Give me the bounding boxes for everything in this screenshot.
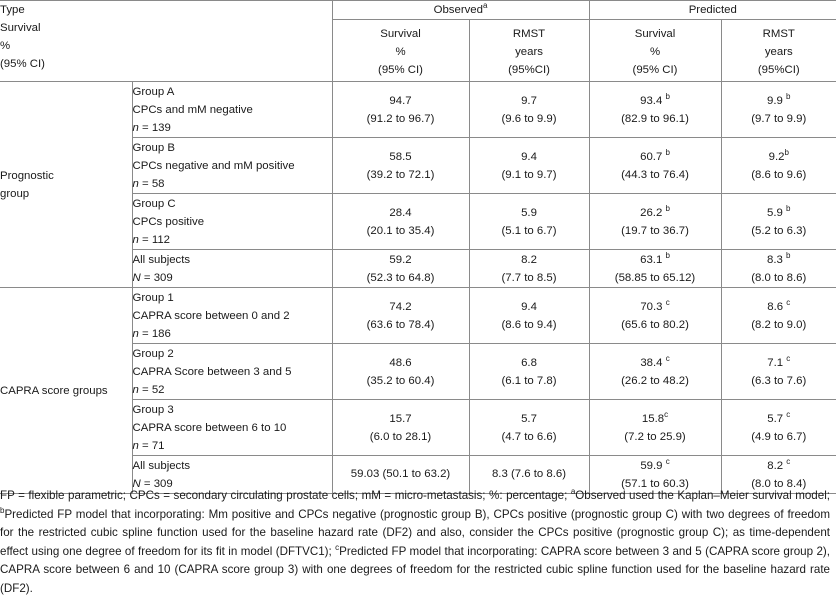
ci: (57.1 to 60.3) (621, 478, 689, 490)
group-n (133, 269, 332, 287)
pred-rmst-cell (721, 250, 836, 288)
ci: (9.7 to 9.9) (751, 113, 807, 125)
ci: (63.6 to 78.4) (366, 319, 435, 331)
n-label: n (132, 328, 139, 340)
value: 60.7 (640, 151, 663, 163)
sup-mark: c (786, 410, 791, 420)
header-col-obs-rmst (469, 20, 589, 82)
ci: (5.2 to 6.3) (751, 225, 807, 237)
obs-rmst-cell (469, 194, 589, 250)
ci: (26.2 to 48.2) (621, 375, 689, 387)
group-desc: CAPRA Score between 3 and 5 (132, 366, 292, 378)
header-observed-label: Observed (433, 4, 483, 16)
hdr-obs-s-l1: Survival (380, 28, 421, 40)
value: 58.5 (389, 151, 412, 163)
footnote-a-mark: a (570, 487, 576, 497)
value-inline: 59.03 (50.1 to 63.2) (350, 468, 451, 480)
group-desc: CPCs positive (132, 216, 205, 228)
sup-mark: b (665, 204, 670, 214)
obs-survival-cell (332, 344, 469, 400)
value: 5.7 (521, 413, 537, 425)
value: 9.7 (521, 95, 537, 107)
section-label-line1: Prognostic (0, 169, 54, 182)
n-value: = 71 (138, 440, 165, 452)
value: 70.3 (640, 301, 663, 313)
ci: (39.2 to 72.1) (366, 169, 435, 181)
ci: (4.7 to 6.6) (501, 431, 557, 443)
group-cell (132, 138, 332, 194)
pred-survival-cell (589, 250, 721, 288)
ci: (82.9 to 96.1) (621, 113, 689, 125)
value: 6.8 (521, 357, 537, 369)
obs-rmst-cell (469, 138, 589, 194)
pred-survival-cell (589, 82, 721, 138)
pred-survival-cell (589, 138, 721, 194)
sup-mark: c (665, 457, 670, 467)
value: 48.6 (389, 357, 412, 369)
header-observed-sup: a (482, 1, 488, 11)
group-n (133, 325, 332, 343)
obs-rmst-cell (469, 288, 589, 344)
header-row-top (0, 1, 836, 20)
section-label-line1: CAPRA score groups (0, 384, 108, 397)
header-col-pred-survival (589, 20, 721, 82)
header-col-pred-rmst (721, 20, 836, 82)
pred-survival-cell (589, 400, 721, 456)
ci: (8.2 to 9.0) (751, 319, 807, 331)
ci: (4.9 to 6.7) (751, 431, 807, 443)
hdr-pred-s-l2: % (649, 46, 661, 58)
hdr-pred-s-l1: Survival (634, 28, 676, 40)
table-row (0, 288, 836, 344)
n-label: n (132, 384, 139, 396)
footnote-a-text: Observed used the Kaplan–Meier survival model; (575, 489, 830, 502)
footnote-abbrev: FP = flexible parametric; CPCs = secondary circulating prostate cells; mM = micro-metastasis; %: percentage; (0, 489, 571, 502)
n-label: n (132, 234, 139, 246)
value: 8.2 (521, 254, 537, 266)
value: 5.9 (767, 207, 783, 219)
group-name: Group B (132, 142, 175, 154)
ci: (9.1 to 9.7) (501, 169, 557, 181)
header-type-label: Type (0, 4, 25, 16)
sup-mark: b (784, 148, 789, 158)
sup-mark: c (786, 298, 791, 308)
sup-mark: c (786, 354, 791, 364)
value: 15.8 (641, 413, 665, 425)
pred-survival-cell (589, 288, 721, 344)
sup-mark: c (665, 298, 670, 308)
hdr-obs-r-l2: years (515, 46, 543, 58)
hdr-obs-s-l3: (95% CI) (378, 64, 423, 76)
value-inline: 8.3 (7.6 to 8.6) (491, 468, 567, 480)
group-cell (132, 344, 332, 400)
ci: (8.6 to 9.6) (751, 169, 807, 181)
footnote-b-mark: b (0, 505, 5, 515)
obs-survival-cell (332, 288, 469, 344)
n-value: = 309 (140, 272, 173, 284)
ci: (44.3 to 76.4) (621, 169, 689, 181)
group-n (133, 437, 332, 455)
ci: (8.0 to 8.6) (751, 272, 807, 284)
value: 59.2 (389, 254, 412, 266)
section-label-line2: group (0, 187, 30, 200)
ci: (6.0 to 28.1) (369, 431, 432, 443)
hdr-obs-r-l1: RMST (512, 28, 546, 40)
value: 93.4 (640, 95, 663, 107)
group-n (133, 381, 332, 399)
ci: (58.85 to 65.12) (614, 272, 696, 284)
hdr-pred-s-l3: (95% CI) (632, 64, 678, 76)
value: 8.2 (767, 460, 784, 472)
pred-rmst-cell (721, 344, 836, 400)
pred-survival-cell (589, 194, 721, 250)
value: 8.6 (767, 301, 784, 313)
group-cell (132, 250, 332, 288)
footnote-c-text: Predicted FP model that incorporating: CAPRA score between 3 and 5 (CAPRA score group 2), CAPRA score between 6 and 10 (CAPRA score group 3) with one degrees of freedom for the restricted cubic spline function used for the baseline hazard rate (DF2). (0, 544, 830, 595)
sup-mark: b (665, 251, 670, 261)
group-cell (132, 82, 332, 138)
value: 15.7 (389, 413, 412, 425)
value: 9.4 (521, 151, 537, 163)
ci: (8.0 to 8.4) (751, 478, 807, 490)
group-name: Group 3 (132, 404, 174, 416)
section-label-prognostic (0, 82, 132, 288)
sup-mark: c (786, 457, 791, 467)
n-label: N (132, 478, 141, 490)
ci: (6.1 to 7.8) (501, 375, 557, 387)
obs-rmst-cell (469, 82, 589, 138)
sup-mark: b (786, 251, 791, 261)
ci: (6.3 to 7.6) (751, 375, 807, 387)
hdr-pred-r-l3: (95%CI) (757, 64, 800, 76)
group-desc: CPCs negative and mM positive (132, 160, 295, 172)
section-label-capra (0, 288, 132, 494)
group-name: Group C (132, 198, 176, 210)
table-row (0, 82, 836, 138)
n-value: = 112 (138, 234, 170, 246)
value: 38.4 (640, 357, 663, 369)
obs-survival-cell (332, 194, 469, 250)
sup-mark: c (664, 410, 669, 420)
header-observed (332, 1, 589, 20)
sup-mark: c (665, 354, 670, 364)
ci: (91.2 to 96.7) (366, 113, 435, 125)
pred-rmst-cell (721, 82, 836, 138)
obs-survival-cell (332, 82, 469, 138)
n-value: = 58 (138, 178, 165, 190)
pred-rmst-cell (721, 400, 836, 456)
value: 59.9 (640, 460, 663, 472)
n-label: n (132, 440, 139, 452)
value: 94.7 (389, 95, 412, 107)
group-cell (132, 194, 332, 250)
sup-mark: b (786, 204, 791, 214)
value: 7.1 (767, 357, 784, 369)
sup-mark: b (665, 148, 670, 158)
pred-rmst-cell (721, 288, 836, 344)
header-type-cell (0, 1, 332, 82)
obs-rmst-cell (469, 250, 589, 288)
value: 9.4 (521, 301, 537, 313)
n-value: = 139 (138, 122, 171, 134)
header-pct-label: % (0, 40, 11, 52)
obs-rmst-cell (469, 400, 589, 456)
obs-rmst-cell (469, 344, 589, 400)
ci: (19.7 to 36.7) (621, 225, 689, 237)
group-name: Group 2 (132, 348, 174, 360)
ci: (20.1 to 35.4) (366, 225, 435, 237)
group-n (133, 231, 332, 249)
group-name: All subjects (132, 460, 191, 472)
value: 9.9 (767, 95, 783, 107)
footnote-c-mark: c (335, 542, 340, 552)
value: 5.9 (521, 207, 537, 219)
group-desc: CAPRA score between 6 to 10 (132, 422, 287, 434)
ci: (9.6 to 9.9) (501, 113, 557, 125)
value: 74.2 (389, 301, 412, 313)
group-n (133, 119, 332, 137)
hdr-obs-r-l3: (95%CI) (508, 64, 550, 76)
n-label: N (132, 272, 141, 284)
group-n (133, 175, 332, 193)
ci: (5.1 to 6.7) (501, 225, 557, 237)
n-value: = 309 (140, 478, 173, 490)
sup-mark: b (665, 92, 670, 102)
ci: (8.6 to 9.4) (501, 319, 557, 331)
group-name: Group A (132, 86, 175, 98)
header-col-obs-survival (332, 20, 469, 82)
obs-survival-cell (332, 138, 469, 194)
table-footnote (0, 487, 830, 599)
group-name: Group 1 (132, 292, 174, 304)
header-survival-label: Survival (0, 22, 41, 34)
ci: (35.2 to 60.4) (366, 375, 435, 387)
pred-rmst-cell (721, 194, 836, 250)
hdr-pred-r-l1: RMST (762, 28, 795, 40)
group-desc: CPCs and mM negative (132, 104, 253, 116)
header-predicted: Predicted (589, 1, 836, 20)
value: 8.3 (767, 254, 783, 266)
group-desc: CAPRA score between 0 and 2 (132, 310, 290, 322)
n-label: n (132, 178, 139, 190)
pred-survival-cell (589, 344, 721, 400)
ci: (65.6 to 80.2) (621, 319, 689, 331)
footnote-b-text: Predicted FP model that incorporating: Mm positive and CPCs negative (prognostic group B), CPCs positive (prognostic group C) with two degrees of freedom for the restricted cubic spline function used for the baseline hazard rate (DF2) and also, consider the CPCs positive (prognostic group C); as time-dependent effect using one degree of freedom for its fit in model (DFTVC1); (0, 507, 830, 558)
n-value: = 186 (138, 328, 171, 340)
ci: (7.2 to 25.9) (624, 431, 686, 443)
group-cell (132, 400, 332, 456)
header-ci-label: (95% CI) (0, 58, 45, 70)
pred-rmst-cell (721, 138, 836, 194)
value: 28.4 (389, 207, 412, 219)
group-name: All subjects (132, 254, 191, 266)
group-cell (132, 288, 332, 344)
sup-mark: b (786, 92, 791, 102)
value: 9.2 (768, 151, 785, 163)
n-label: n (132, 122, 139, 134)
value: 63.1 (640, 254, 663, 266)
ci: (52.3 to 64.8) (366, 272, 435, 284)
value: 5.7 (767, 413, 784, 425)
n-value: = 52 (138, 384, 165, 396)
obs-survival-cell (332, 250, 469, 288)
ci: (7.7 to 8.5) (501, 272, 557, 284)
hdr-pred-r-l2: years (764, 46, 793, 58)
value: 26.2 (640, 207, 663, 219)
hdr-obs-s-l2: % (395, 46, 406, 58)
obs-survival-cell (332, 400, 469, 456)
